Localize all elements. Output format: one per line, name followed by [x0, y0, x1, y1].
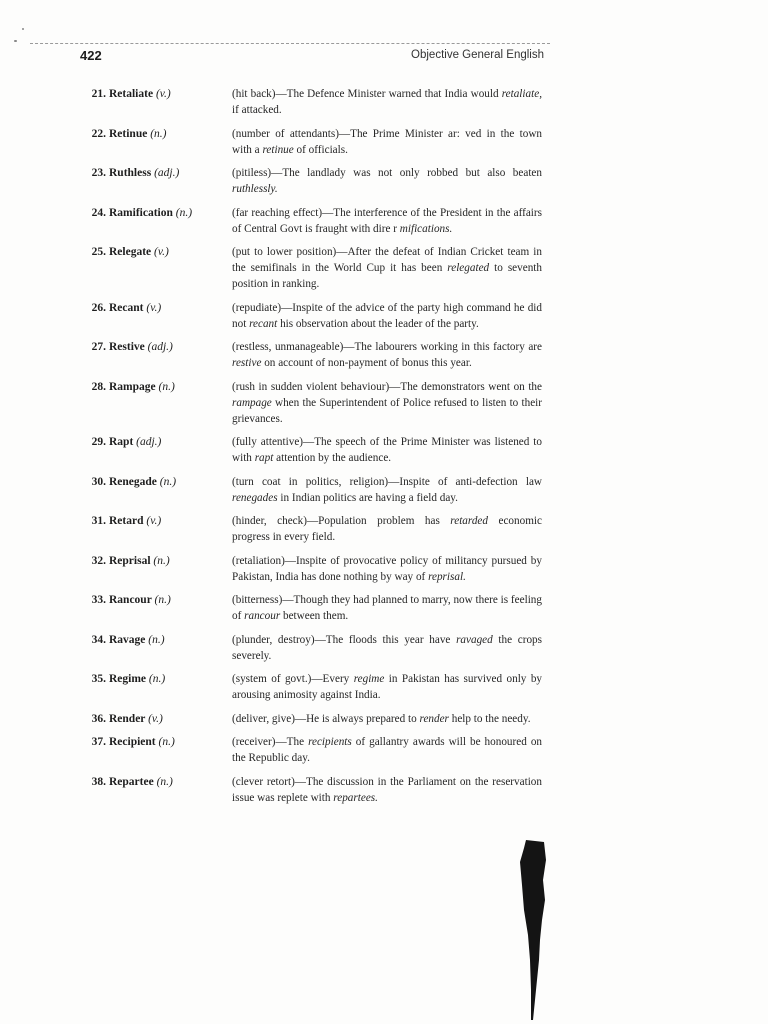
- entry-part-of-speech: (v.): [154, 246, 169, 258]
- entry-definition: [232, 86, 542, 118]
- definition-example-word: recipients: [308, 736, 352, 748]
- definition-text: (restless, unmanageable)—The labourers working in this factory are: [232, 341, 542, 353]
- entry-part-of-speech: (adj.): [154, 167, 180, 179]
- entry-definition: [232, 671, 542, 703]
- definition-example-word: ravaged: [456, 633, 493, 646]
- definition-example-word: renegades: [232, 491, 278, 504]
- entry-number: 29.: [91, 436, 106, 448]
- entry-definition: [232, 592, 542, 624]
- entry-part-of-speech: (n.): [148, 673, 166, 685]
- definition-text: the crops severely.: [232, 633, 542, 662]
- entry-term: [82, 734, 232, 766]
- entry-word: Recant: [109, 301, 144, 314]
- definition-text: in Indian politics are having a field day.: [277, 491, 458, 504]
- entry-number: 22.: [91, 127, 106, 140]
- entry-part-of-speech: (v.): [146, 515, 162, 527]
- entry-word: Rancour: [109, 594, 152, 606]
- definition-example-word: regime: [353, 673, 385, 685]
- entry-definition: [232, 734, 542, 766]
- entry-term: [82, 379, 232, 427]
- vocab-entry: [82, 474, 544, 506]
- entry-definition: [232, 126, 542, 158]
- definition-example-word: rapt: [254, 452, 274, 464]
- entry-number: 32.: [91, 554, 106, 567]
- entry-word: Regime: [109, 673, 147, 685]
- entry-definition: [232, 205, 542, 237]
- header-rule: [30, 43, 550, 44]
- definition-example-word: retinue: [262, 143, 294, 156]
- entry-definition: [232, 165, 542, 197]
- definition-text: (retaliation)—Inspite of provocative policy of militancy pursued by Pakistan, India has done nothing by way of: [232, 554, 542, 583]
- entry-number: 38.: [91, 775, 106, 788]
- entry-word: Rampage: [109, 380, 156, 393]
- entry-definition: [232, 300, 542, 332]
- definition-text: (fully attentive)—The speech of the Prime Minister was listened to with: [232, 436, 542, 464]
- definition-example-word: retaliate,: [501, 88, 542, 100]
- vocab-entry: [82, 553, 544, 585]
- definition-example-word: reprisal.: [428, 570, 466, 583]
- entry-number: 25.: [91, 246, 106, 258]
- entry-definition: [232, 379, 542, 427]
- vocab-entry: [82, 592, 544, 624]
- definition-text: in Pakistan has survived only by arousing animosity against India.: [232, 673, 543, 701]
- entry-word: Ruthless: [109, 167, 152, 179]
- entry-term: [82, 592, 232, 624]
- definition-example-word: rampage: [232, 396, 272, 409]
- definition-example-word: rancour: [244, 610, 281, 622]
- entry-term: [82, 553, 232, 585]
- definition-text: (number of attendants)—The Prime Minister ar: ved in the town with a: [232, 127, 542, 156]
- definition-text: to seventh position in ranking.: [232, 262, 542, 290]
- entry-number: 37.: [91, 736, 106, 748]
- definition-example-word: render: [419, 712, 449, 725]
- definition-example-word: ruthlessly.: [232, 183, 278, 195]
- entry-part-of-speech: (n.): [156, 775, 173, 788]
- entry-word: Rapt: [109, 436, 134, 448]
- vocab-entry: [82, 671, 544, 703]
- entry-term: [82, 632, 232, 664]
- entry-number: 28.: [91, 380, 106, 393]
- vocab-entry: [82, 244, 544, 292]
- entry-part-of-speech: (n.): [150, 127, 167, 140]
- definition-text: if attacked.: [232, 104, 282, 116]
- definition-example-word: mifications.: [399, 222, 453, 235]
- book-title: Objective General English: [411, 49, 544, 61]
- entry-number: 23.: [91, 167, 106, 179]
- vocabulary-list: [82, 86, 544, 813]
- definition-text: (bitterness)—Though they had planned to marry, now there is feeling of: [232, 594, 542, 622]
- definition-text: help to the needy.: [448, 712, 531, 725]
- definition-text: (pitiless)—The landlady was not only robbed but also beaten: [232, 167, 542, 179]
- vocab-entry: [82, 774, 544, 806]
- definition-text: (plunder, destroy)—The floods this year have: [232, 633, 457, 646]
- definition-text: of officials.: [293, 143, 348, 156]
- definition-text: his observation about the leader of the party.: [277, 317, 479, 330]
- definition-text: (put to lower position)—After the defeat of Indian Cricket team in the semifinals in the World Cup it has been: [232, 246, 542, 274]
- entry-term: [82, 244, 232, 292]
- definition-text: (hinder, check)—Population problem has: [232, 515, 451, 527]
- definition-text: attention by the audience.: [273, 452, 392, 464]
- definition-text: on account of non-payment of bonus this year.: [261, 357, 472, 369]
- page-number: 422: [80, 48, 102, 63]
- definition-example-word: relegated: [447, 262, 490, 274]
- definition-example-word: retarded: [450, 515, 488, 527]
- vocab-entry: [82, 434, 544, 466]
- definition-text: (hit back)—The Defence Minister warned that India would: [232, 88, 502, 100]
- vocab-entry: [82, 711, 544, 727]
- entry-term: [82, 434, 232, 466]
- page-header: [80, 48, 544, 66]
- entry-part-of-speech: (v.): [146, 301, 162, 314]
- entry-word: Ramification: [109, 206, 173, 219]
- entry-part-of-speech: (n.): [159, 475, 177, 488]
- entry-part-of-speech: (n.): [153, 554, 170, 567]
- vocab-entry: [82, 86, 544, 118]
- definition-text: (far reaching effect)—The interference of the President in the affairs of Central Govt is fraught with dire r: [232, 206, 542, 235]
- entry-term: [82, 126, 232, 158]
- torn-paper-edge: [516, 840, 556, 1020]
- vocab-entry: [82, 205, 544, 237]
- scan-speck: [22, 28, 24, 30]
- vocab-entry: [82, 300, 544, 332]
- vocab-entry: [82, 734, 544, 766]
- entry-term: [82, 774, 232, 806]
- vocab-entry: [82, 339, 544, 371]
- definition-example-word: repartees.: [333, 791, 378, 804]
- entry-part-of-speech: (n.): [158, 736, 175, 748]
- entry-part-of-speech: (n.): [175, 206, 193, 219]
- entry-part-of-speech: (n.): [158, 380, 175, 393]
- entry-number: 26.: [91, 301, 106, 314]
- vocab-entry: [82, 165, 544, 197]
- entry-number: 27.: [91, 341, 106, 353]
- entry-word: Restive: [109, 341, 145, 353]
- entry-word: Ravage: [109, 633, 146, 646]
- entry-term: [82, 339, 232, 371]
- entry-word: Renegade: [109, 475, 157, 488]
- entry-definition: [232, 474, 542, 506]
- entry-number: 35.: [91, 673, 106, 685]
- entry-definition: [232, 553, 542, 585]
- entry-word: Relegate: [109, 246, 152, 258]
- entry-word: Repartee: [109, 775, 154, 788]
- entry-term: [82, 671, 232, 703]
- vocab-entry: [82, 126, 544, 158]
- entry-number: 21.: [91, 88, 106, 100]
- entry-number: 31.: [91, 515, 106, 527]
- entry-part-of-speech: (v.): [148, 712, 163, 725]
- definition-text: between them.: [280, 610, 349, 622]
- entry-term: [82, 513, 232, 545]
- scan-speck: [14, 40, 17, 42]
- entry-word: Reprisal: [109, 554, 151, 567]
- entry-term: [82, 474, 232, 506]
- entry-word: Retinue: [109, 127, 148, 140]
- definition-text: (turn coat in politics, religion)—Inspite of anti-defection law: [232, 475, 542, 488]
- entry-word: Retard: [109, 515, 144, 527]
- entry-term: [82, 711, 232, 727]
- entry-number: 34.: [91, 633, 106, 646]
- definition-example-word: recant: [249, 317, 278, 330]
- entry-term: [82, 86, 232, 118]
- entry-number: 24.: [91, 206, 106, 219]
- entry-number: 33.: [91, 594, 106, 606]
- vocab-entry: [82, 379, 544, 427]
- definition-text: when the Superintendent of Police refused to listen to their grievances.: [232, 396, 542, 425]
- entry-term: [82, 165, 232, 197]
- entry-term: [82, 205, 232, 237]
- definition-text: (receiver)—The: [232, 736, 309, 748]
- entry-word: Recipient: [109, 736, 156, 748]
- definition-text: (repudiate)—Inspite of the advice of the party high command he did not: [232, 301, 542, 330]
- entry-definition: [232, 513, 542, 545]
- entry-part-of-speech: (adj.): [147, 341, 173, 353]
- entry-number: 30.: [91, 475, 106, 488]
- entry-definition: [232, 339, 542, 371]
- definition-text: (clever retort)—The discussion in the Parliament on the reservation issue was replete with: [232, 775, 542, 804]
- definition-text: (deliver, give)—He is always prepared to: [232, 712, 420, 725]
- entry-term: [82, 300, 232, 332]
- definition-example-word: restive: [232, 357, 262, 369]
- vocab-entry: [82, 513, 544, 545]
- entry-definition: [232, 711, 542, 727]
- entry-definition: [232, 632, 542, 664]
- entry-part-of-speech: (n.): [148, 633, 165, 646]
- entry-definition: [232, 244, 542, 292]
- entry-part-of-speech: (v.): [155, 88, 171, 100]
- entry-part-of-speech: (n.): [154, 594, 171, 606]
- entry-part-of-speech: (adj.): [136, 436, 162, 448]
- definition-text: (system of govt.)—Every: [232, 673, 354, 685]
- entry-definition: [232, 774, 542, 806]
- definition-text: (rush in sudden violent behaviour)—The demonstrators went on the: [232, 380, 542, 393]
- vocab-entry: [82, 632, 544, 664]
- definition-text: economic progress in every field.: [232, 515, 542, 543]
- entry-definition: [232, 434, 542, 466]
- entry-word: Retaliate: [109, 88, 154, 100]
- definition-text: of gallantry awards will be honoured on the Republic day.: [232, 736, 543, 764]
- entry-number: 36.: [91, 712, 106, 725]
- entry-word: Render: [109, 712, 146, 725]
